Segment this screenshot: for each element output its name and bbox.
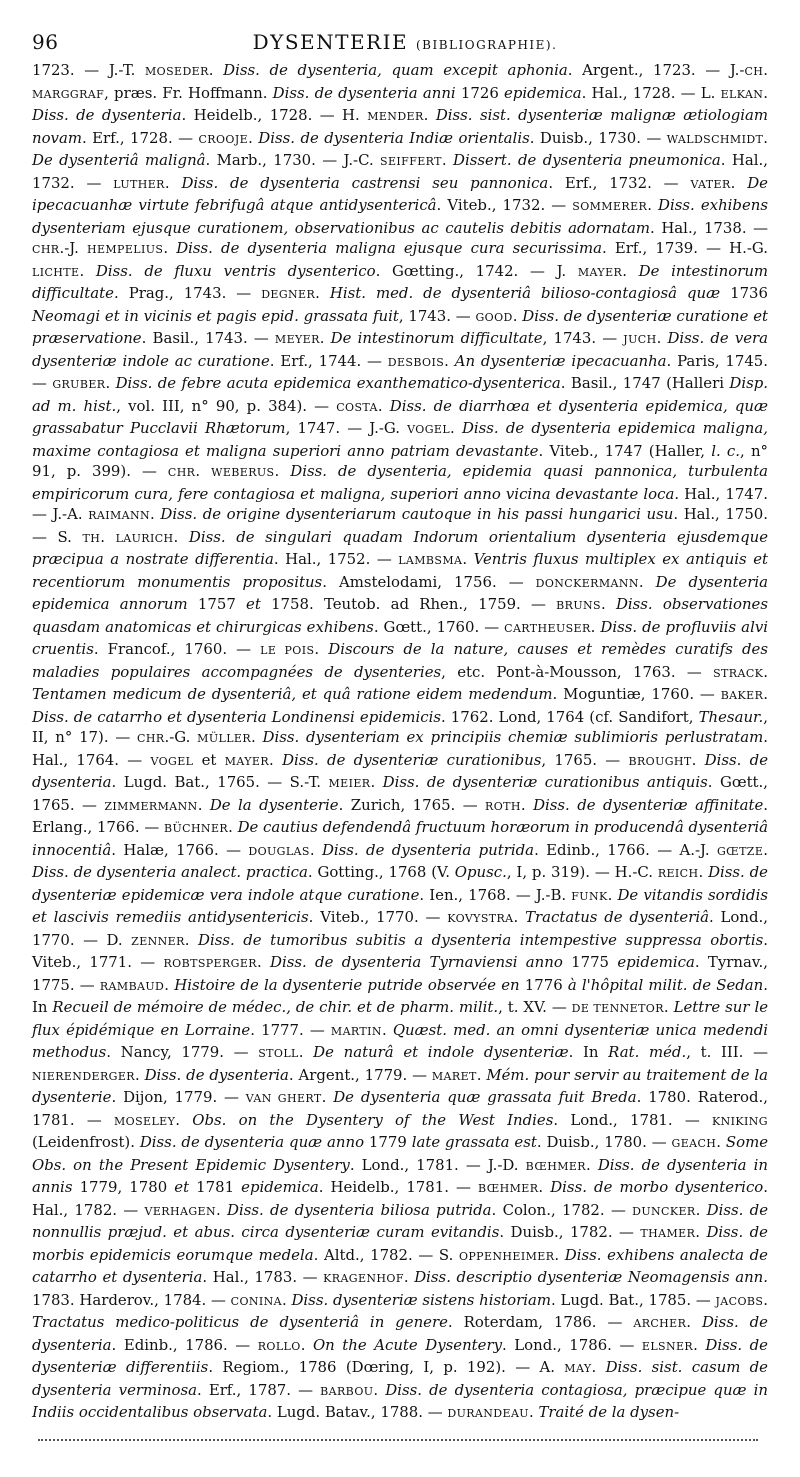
running-title-sub: (BIBLIOGRAPHIE). <box>415 38 558 52</box>
page <box>32 30 768 1425</box>
bibliography-text: 1723. — J.-T. MOSEDER. Diss. de dysenteria, quam excepit aphonia. Argent., 1723. — J.-CH. MARGGRAF, præs. Fr. Hoffmann. Diss. de dysenteria anni 1726 epidemica. Hal., 1728. — L. ELKAN. Diss. de dysenteria. Heidelb., 1728. — H. MENDER. Diss. sist. dysenteriæ malignæ ætiologiam novam. Erf., 1728. — CROOJE. Diss. de dysenteria Indiæ orientalis. Duisb., 1730. — WALDSCHMIDT. De dysenteriâ malignâ. Marb., 1730. — J.-C. SEIFFERT. Dissert. de dysenteria pneumonica. Hal., 1732. — LUTHER. Diss. de dysenteria castrensi seu pannonica. Erf., 1732. — VATER. De ipecacuanhæ virtute febrifugâ atque antidysentericâ. Viteb., 1732. — SOMMERER. Diss. exhibens dysenteriam ejusque curationem, observationibus ac cautelis debitis adornatam. Hal., 1738. — CHR.-J. HEMPELIUS. Diss. de dysenteria maligna ejusque cura securissima. Erf., 1739. — H.-G. LICHTE. Diss. de fluxu ventris dysenterico. Gœtting., 1742. — J. MAYER. De intestinorum difficultate. Prag., 1743. — DEGNER. Hist. med. de dysenteriâ bilioso-contagiosâ quæ 1736 Neomagi et in vicinis et pagis epid. grassata fuit, 1743. — GOOD. Diss. de dysenteriæ curatione et præservatione. Basil., 1743. — MEYER. De intestinorum difficultate, 1743. — JUCH. Diss. de vera dysenteriæ indole ac curatione. Erf., 1744. — DESBOIS. An dysenteriæ ipecacuanha. Paris, 1745. — GRUBER. Diss. de febre acuta epidemica exanthematico-dysenterica. Basil., 1747 (Halleri Disp. ad m. hist., vol. III, n° 90, p. 384). — COSTA. Diss. de diarrhœa et dysenteria epidemica, quæ grassabatur Pucclavii Rhætorum, 1747. — J.-G. VOGEL. Diss. de dysenteria epidemica maligna, maxime contagiosa et maligna superiori anno patriam devastante. Viteb., 1747 (Haller, l. c., n° 91, p. 399). — CHR. WEBERUS. Diss. de dysenteria, epidemia quasi pannonica, turbulenta empiricorum cura, fere contagiosa et maligna, superiori anno vicina devastante loca. Hal., 1747. — J.-A. RAIMANN. Diss. de origine dysenteriarum cautoque in his passi hungarici usu. Hal., 1750. — S. TH. LAURICH. Diss. de singulari quadam Indorum orientalium dysenteria ejusdemque præcipua a nostrate differentia. Hal., 1752. — LAMBSMA. Ventris fluxus multiplex ex antiquis et recentiorum monumentis propositus. Amstelodami, 1756. — DONCKERMANN. De dysenteria epidemica annorum 1757 et 1758. Teutob. ad Rhen., 1759. — BRUNS. Diss. observationes quasdam anatomicas et chirurgicas exhibens. Gœtt., 1760. — CARTHEUSER. Diss. de profluviis alvi cruentis. Francof., 1760. — LE POIS. Discours de la nature, causes et remèdes curatifs des maladies populaires accompagnées de dysenteries, etc. Pont-à-Mousson, 1763. — STRACK. Tentamen medicum de dysenteriâ, et quâ ratione eidem medendum. Moguntiæ, 1760. — BAKER. Diss. de catarrho et dysenteria Londinensi epidemicis. 1762. Lond, 1764 (cf. Sandifort, Thesaur., II, n° 17). — CHR.-G. MÜLLER. Diss. dysenteriam ex principiis chemiæ sublimioris perlustratam. Hal., 1764. — VOGEL et MAYER. Diss. de dysenteriæ curationibus, 1765. — BROUGHT. Diss. de dysenteria. Lugd. Bat., 1765. — S.-T. MEIER. Diss. de dysenteriæ curationibus antiquis. Gœtt., 1765. — ZIMMERMANN. De la dysenterie. Zurich, 1765. — ROTH. Diss. de dysenteriæ affinitate. Erlang., 1766. — BÜCHNER. De cautius defendendâ fructuum horæorum in producendâ dysenteriâ innocentiâ. Halæ, 1766. — DOUGLAS. Diss. de dysenteria putrida. Edinb., 1766. — A.-J. GŒTZE. Diss. de dysenteria analect. practica. Gotting., 1768 (V. Opusc., I, p. 319). — H.-C. REICH. Diss. de dysenteriæ epidemicæ vera indole atque curatione. Ien., 1768. — J.-B. FUNK. De vitandis sordidis et lascivis remediis antidysentericis. Viteb., 1770. — KOVYSTRA. Tractatus de dysenteriâ. Lond., 1770. — D. ZENNER. Diss. de tumoribus subitis a dysenteria intempestive suppressa obortis. Viteb., 1771. — ROBTSPERGER. Diss. de dysenteria Tyrnaviensi anno 1775 epidemica. Tyrnav., 1775. — RAMBAUD. Histoire de la dysenterie putride observée en 1776 à l'hôpital milit. de Sedan. In Recueil de mémoire de médec., de chir. et de pharm. milit., t. XV. — DE TENNETOR. Lettre sur le flux épidémique en Lorraine. 1777. — MARTIN. Quæst. med. an omni dysenteriæ unica medendi methodus. Nancy, 1779. — STOLL. De naturâ et indole dysenteriæ. In Rat. méd., t. III. — NIERENDERGER. Diss. de dysenteria. Argent., 1779. — MARET. Mém. pour servir au traitement de la dysenterie. Dijon, 1779. — VAN GHERT. De dysenteria quæ grassata fuit Breda. 1780. Raterod., 1781. — MOSELEY. Obs. on the Dysentery of the West Indies. Lond., 1781. — KNIKING (Leidenfrost). Diss. de dysenteria quæ anno 1779 late grassata est. Duisb., 1780. — GEACH. Some Obs. on the Present Epidemic Dysentery. Lond., 1781. — J.-D. BŒHMER. Diss. de dysenteria in annis 1779, 1780 et 1781 epidemica. Heidelb., 1781. — BŒHMER. Diss. de morbo dysenterico. Hal., 1782. — VERHAGEN. Diss. de dysenteria biliosa putrida. Colon., 1782. — DUNCKER. Diss. de nonnullis præjud. et abus. circa dysenteriæ curam evitandis. Duisb., 1782. — THAMER. Diss. de morbis epidemicis eorumque medela. Altd., 1782. — S. OPPENHEIMER. Diss. exhibens analecta de catarrho et dysenteria. Hal., 1783. — KRAGENHOF. Diss. descriptio dysenteriæ Neomagensis ann. 1783. Harderov., 1784. — CONINA. Diss. dysenteriæ sistens historiam. Lugd. Bat., 1785. — JACOBS. Tractatus medico-politicus de dysenteriâ in genere. Roterdam, 1786. — ARCHER. Diss. de dysenteria. Edinb., 1786. — ROLLO. On the Acute Dysentery. Lond., 1786. — ELSNER. Diss. de dysenteriæ differentiis. Regiom., 1786 (Dœring, I, p. 192). — A. MAY. Diss. sist. casum de dysenteria verminosa. Erf., 1787. — BARBOU. Diss. de dysenteria contagiosa, præcipue quæ in Indiis occidentalibus observata. Lugd. Batav., 1788. — DURANDEAU. Traité de la dysen- <box>32 61 769 1421</box>
running-head <box>32 30 768 58</box>
running-title <box>32 30 768 54</box>
running-title-main: DYSENTERIE <box>252 30 409 54</box>
page-number: 96 <box>32 30 59 54</box>
footer-dotted-rule <box>38 1439 758 1441</box>
